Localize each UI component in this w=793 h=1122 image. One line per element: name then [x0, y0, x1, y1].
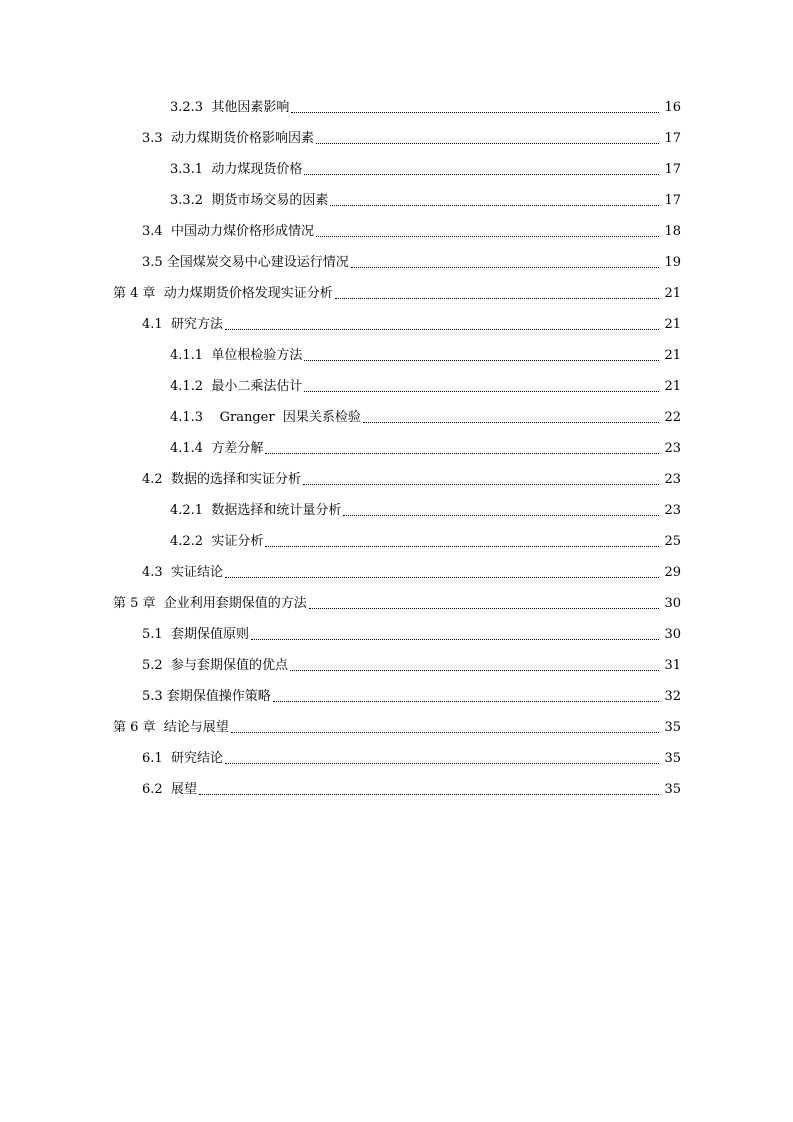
toc-entry-page: 32 [664, 689, 681, 704]
toc-entry[interactable] [0, 526, 793, 557]
toc-entry-label: 3.2.3 其他因素影响 [170, 100, 290, 115]
toc-leader-dots [304, 359, 659, 361]
toc-entry-page: 35 [664, 720, 681, 735]
toc-leader-dots [291, 111, 659, 113]
toc-leader-dots [251, 638, 659, 640]
toc-entry-label: 3.5 全国煤炭交易中心建设运行情况 [142, 255, 349, 270]
toc-entry-page: 23 [664, 441, 681, 456]
toc-leader-dots [265, 452, 659, 454]
toc-entry-label: 3.3.2 期货市场交易的因素 [170, 193, 329, 208]
toc-entry[interactable] [0, 216, 793, 247]
toc-leader-dots [309, 607, 659, 609]
toc-entry-label: 5.2 参与套期保值的优点 [142, 658, 288, 673]
toc-entry[interactable] [0, 247, 793, 278]
toc-entry-label: 4.1.2 最小二乘法估计 [170, 379, 303, 394]
toc-entry[interactable] [0, 588, 793, 619]
toc-entry-page: 17 [664, 162, 681, 177]
toc-entry[interactable] [0, 557, 793, 588]
toc-leader-dots [265, 545, 659, 547]
toc-entry-page: 16 [664, 100, 681, 115]
toc-entry-label: 4.2.2 实证分析 [170, 534, 264, 549]
toc-entry-label: 第 6 章 结论与展望 [113, 720, 229, 735]
toc-entry-label: 4.3 实证结论 [142, 565, 223, 580]
toc-entry-page: 22 [664, 410, 681, 425]
toc-entry-page: 17 [664, 193, 681, 208]
toc-entry-label: 3.3.1 动力煤现货价格 [170, 162, 303, 177]
toc-entry[interactable] [0, 154, 793, 185]
toc-entry-page: 23 [664, 503, 681, 518]
toc-leader-dots [225, 576, 659, 578]
toc-entry-label: 第 4 章 动力煤期货价格发现实证分析 [113, 286, 333, 301]
toc-entry-label: 3.3 动力煤期货价格影响因素 [142, 131, 314, 146]
toc-entry-label: 4.1.1 单位根检验方法 [170, 348, 303, 363]
toc-leader-dots [303, 483, 659, 485]
toc-entry-label: 4.1 研究方法 [142, 317, 223, 332]
toc-entry-page: 21 [664, 379, 681, 394]
toc-entry[interactable] [0, 371, 793, 402]
toc-leader-dots [316, 235, 659, 237]
toc-entry-label: 第 5 章 企业利用套期保值的方法 [113, 596, 307, 611]
toc-entry-page: 31 [664, 658, 681, 673]
toc-leader-dots [225, 328, 659, 330]
toc-leader-dots [199, 793, 659, 795]
toc-leader-dots [363, 421, 659, 423]
toc-leader-dots [231, 731, 659, 733]
toc-entry-page: 35 [664, 751, 681, 766]
table-of-contents [0, 92, 793, 805]
toc-entry[interactable] [0, 464, 793, 495]
toc-entry[interactable] [0, 309, 793, 340]
toc-leader-dots [273, 700, 659, 702]
toc-entry[interactable] [0, 495, 793, 526]
toc-entry-label: 4.2.1 数据选择和统计量分析 [170, 503, 342, 518]
toc-entry[interactable] [0, 123, 793, 154]
toc-entry[interactable] [0, 433, 793, 464]
toc-entry[interactable] [0, 712, 793, 743]
toc-leader-dots [304, 173, 659, 175]
toc-entry[interactable] [0, 681, 793, 712]
toc-entry[interactable] [0, 185, 793, 216]
toc-entry-page: 21 [664, 286, 681, 301]
toc-entry-page: 30 [664, 627, 681, 642]
toc-entry-label: 4.1.3 Granger 因果关系检验 [170, 410, 361, 425]
toc-entry[interactable] [0, 92, 793, 123]
toc-leader-dots [335, 297, 659, 299]
toc-entry-label: 5.3 套期保值操作策略 [142, 689, 271, 704]
toc-entry[interactable] [0, 743, 793, 774]
toc-entry-label: 6.1 研究结论 [142, 751, 223, 766]
toc-leader-dots [330, 204, 659, 206]
toc-entry-page: 25 [664, 534, 681, 549]
toc-entry-page: 21 [664, 348, 681, 363]
toc-entry[interactable] [0, 340, 793, 371]
toc-entry[interactable] [0, 402, 793, 433]
toc-entry-label: 4.2 数据的选择和实证分析 [142, 472, 301, 487]
toc-entry-page: 17 [664, 131, 681, 146]
toc-entry[interactable] [0, 650, 793, 681]
toc-leader-dots [316, 142, 659, 144]
toc-entry-page: 29 [664, 565, 681, 580]
toc-entry-page: 35 [664, 782, 681, 797]
toc-entry-page: 23 [664, 472, 681, 487]
toc-entry-page: 30 [664, 596, 681, 611]
toc-entry-page: 18 [664, 224, 681, 239]
toc-leader-dots [343, 514, 659, 516]
toc-entry-label: 4.1.4 方差分解 [170, 441, 264, 456]
toc-entry[interactable] [0, 774, 793, 805]
toc-entry[interactable] [0, 619, 793, 650]
toc-entry-page: 21 [664, 317, 681, 332]
toc-entry-label: 5.1 套期保值原则 [142, 627, 249, 642]
toc-leader-dots [304, 390, 659, 392]
toc-leader-dots [290, 669, 659, 671]
toc-entry-label: 6.2 展望 [142, 782, 197, 797]
toc-leader-dots [351, 266, 659, 268]
toc-entry[interactable] [0, 278, 793, 309]
toc-entry-label: 3.4 中国动力煤价格形成情况 [142, 224, 314, 239]
toc-entry-page: 19 [664, 255, 681, 270]
toc-leader-dots [225, 762, 659, 764]
